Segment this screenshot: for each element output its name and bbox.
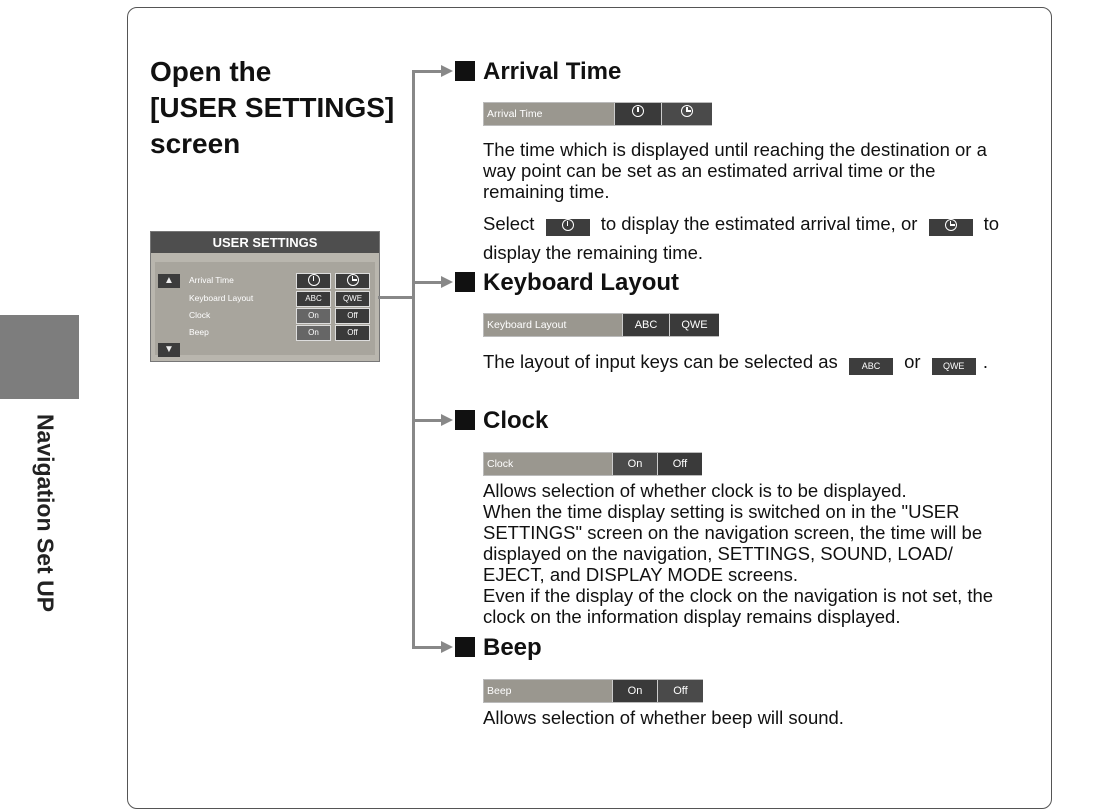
remaining-clock-button — [661, 103, 712, 125]
connector-line — [412, 70, 442, 73]
setting-row-label: Clock — [189, 310, 211, 320]
arrow-icon — [441, 414, 453, 426]
clock-off-button: Off — [657, 453, 702, 475]
side-tab-label: Navigation Set UP — [32, 413, 59, 613]
setting-label: Arrival Time — [487, 108, 543, 120]
setting-row-label: Keyboard Layout — [189, 293, 254, 303]
text-line: display the remaining time. — [483, 242, 704, 263]
text-line: remaining time. — [483, 181, 610, 202]
text-run: or — [904, 351, 921, 372]
section-title-text: Beep — [483, 634, 542, 661]
scroll-down-icon: ▼ — [158, 343, 180, 357]
page-title-line: screen — [150, 128, 241, 159]
setting-label: Clock — [487, 458, 514, 470]
option-button: On — [296, 325, 331, 341]
connector-line — [412, 70, 415, 649]
page-title-line: [USER SETTINGS] — [150, 92, 395, 123]
page-title-line: Open the — [150, 56, 272, 87]
text-line: Even if the display of the clock on the navigation is not set, the — [483, 585, 994, 606]
remaining-clock-button — [929, 219, 973, 236]
text-line: displayed on the navigation, SETTINGS, SOUND, LOAD/ — [483, 543, 953, 564]
text-run: Select — [483, 213, 535, 234]
setting-label: Beep — [487, 685, 512, 697]
arrival-clock-button — [296, 273, 331, 289]
arrow-icon — [441, 65, 453, 77]
beep-setting-bar — [483, 679, 703, 703]
square-bullet-icon — [455, 637, 475, 657]
option-button: Off — [335, 308, 370, 324]
square-bullet-icon — [455, 410, 475, 430]
clock-icon — [945, 219, 957, 231]
text-line: way point can be set as an estimated arrival time or the — [483, 160, 936, 181]
section-title-text: Arrival Time — [483, 58, 622, 85]
section-title-keyboard-layout — [455, 269, 679, 297]
text-line: SETTINGS" screen on the navigation screen, the time will be — [483, 522, 983, 543]
text-run: to — [983, 213, 1000, 234]
connector-line — [412, 281, 442, 284]
remaining-clock-button — [335, 273, 370, 289]
beep-off-button: Off — [657, 680, 703, 702]
clock-on-button: On — [612, 453, 657, 475]
arrow-icon — [441, 641, 453, 653]
connector-line — [378, 296, 412, 299]
arrival-description — [483, 139, 987, 202]
square-bullet-icon — [455, 61, 475, 81]
scroll-up-icon: ▲ — [158, 274, 180, 288]
beep-description: Allows selection of whether beep will sound. — [483, 707, 844, 728]
connector-line — [412, 646, 442, 649]
user-settings-header: USER SETTINGS — [151, 232, 379, 253]
keyboard-description — [483, 351, 988, 375]
section-title-text: Clock — [483, 407, 549, 434]
setting-label: Keyboard Layout — [487, 319, 567, 331]
user-settings-screenshot — [150, 231, 380, 362]
clock-icon — [562, 219, 574, 231]
keyboard-layout-setting-bar — [483, 313, 719, 337]
option-button: ABC — [296, 291, 331, 307]
connector-line — [412, 419, 442, 422]
option-button: Off — [335, 325, 370, 341]
qwe-button: QWE — [669, 314, 719, 336]
text-run: . — [982, 351, 988, 372]
arrival-clock-button — [614, 103, 661, 125]
clock-icon — [308, 274, 320, 286]
clock-icon — [632, 105, 644, 117]
section-title-beep — [455, 634, 542, 662]
abc-button: ABC — [849, 358, 893, 375]
clock-icon — [347, 274, 359, 286]
arrow-icon — [441, 276, 453, 288]
abc-button: ABC — [622, 314, 669, 336]
text-run: The layout of input keys can be selected as — [483, 351, 838, 372]
clock-setting-bar — [483, 452, 702, 476]
side-tab-marker — [0, 315, 79, 399]
section-title-arrival-time — [455, 58, 621, 86]
clock-icon — [681, 105, 693, 117]
text-line: Allows selection of whether clock is to be displayed. — [483, 480, 907, 501]
text-run: to display the estimated arrival time, or — [600, 213, 918, 234]
setting-row-label: Arrival Time — [189, 275, 234, 285]
setting-row-label: Beep — [189, 327, 209, 337]
section-title-clock — [455, 407, 548, 435]
text-line: The time which is displayed until reaching the destination or a — [483, 139, 987, 160]
qwe-button: QWE — [932, 358, 976, 375]
arrival-select-text — [483, 213, 999, 236]
text-line: When the time display setting is switched on in the "USER — [483, 501, 960, 522]
option-button: QWE — [335, 291, 370, 307]
arrival-clock-button — [546, 219, 590, 236]
square-bullet-icon — [455, 272, 475, 292]
section-title-text: Keyboard Layout — [483, 269, 680, 296]
beep-on-button: On — [612, 680, 657, 702]
text-line: EJECT, and DISPLAY MODE screens. — [483, 564, 798, 585]
arrival-time-setting-bar — [483, 102, 712, 126]
option-button: On — [296, 308, 331, 324]
clock-description — [483, 480, 993, 627]
text-line: clock on the information display remains displayed. — [483, 606, 901, 627]
page-title — [150, 54, 394, 162]
